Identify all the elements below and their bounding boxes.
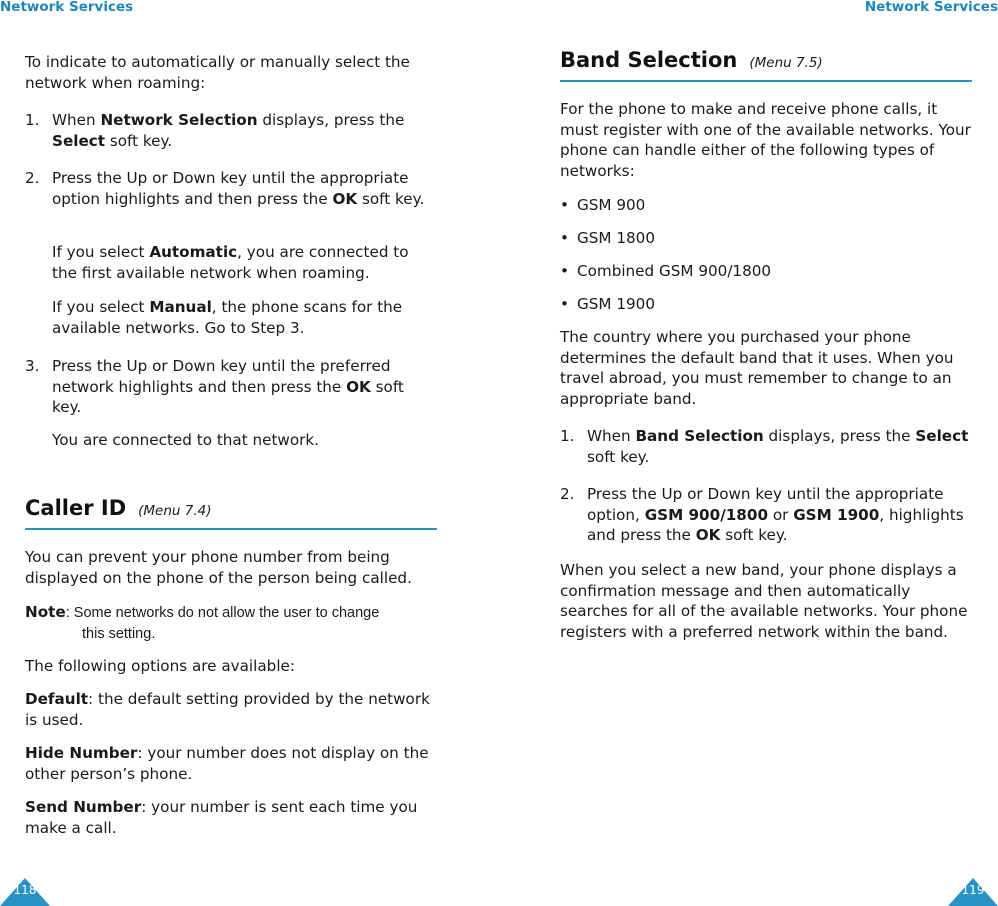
manual-note: If you select Manual, the phone scans for the available networks. Go to Step 3.: [52, 298, 403, 337]
caller-id-heading: Caller ID (Menu 7.4): [25, 498, 437, 530]
running-header-left: Network Services: [0, 0, 134, 15]
running-header-right: Network Services: [864, 0, 998, 15]
option-hide-number: Hide Number: your number does not display on the other person’s phone.: [25, 744, 429, 783]
band-step-2: 2. Press the Up or Down key until the appropriate option, GSM 900/1800 or GSM 1900, highlights and press the OK soft key.: [560, 485, 964, 544]
option-send-number: Send Number: your number is sent each time you make a call.: [25, 798, 418, 837]
left-page: [0, 0, 437, 906]
prevent-paragraph: You can prevent your phone number from being displayed on the phone of the person being called.: [25, 548, 412, 587]
band-step-1: 1. When Band Selection displays, press the Select soft key.: [560, 427, 969, 466]
connected-note: You are connected to that network.: [52, 431, 319, 449]
list-item: • GSM 1900: [560, 295, 655, 313]
intro-paragraph: To indicate to automatically or manually select the network when roaming:: [25, 53, 410, 92]
band-selection-heading: Band Selection (Menu 7.5): [560, 50, 972, 82]
automatic-note: If you select Automatic, you are connected to the first available network when roaming.: [52, 243, 409, 282]
step-2: 2. Press the Up or Down key until the appropriate option highlights and then press the OK soft key.: [25, 169, 425, 208]
country-paragraph: The country where you purchased your phone determines the default band that it uses. When you travel abroad, you must remember to change to an appropriate band.: [560, 328, 954, 408]
step-1: 1. When Network Selection displays, press the Select soft key.: [25, 111, 405, 150]
step-3: 3. Press the Up or Down key until the preferred network highlights and then press the OK soft key.: [25, 357, 404, 416]
note: Note: Some networks do not allow the user to change this setting.: [25, 603, 380, 642]
band-intro: For the phone to make and receive phone calls, it must register with one of the available networks. Your phone can handle either of the following types of networks:: [560, 100, 971, 180]
closing-paragraph: When you select a new band, your phone displays a confirmation message and then automatically searches for all of the available networks. Your phone registers with a preferred network within the band.: [560, 561, 968, 641]
page-number-right: 119: [948, 878, 998, 906]
option-default: Default: the default setting provided by the network is used.: [25, 690, 430, 729]
page-number-left: 118: [0, 878, 50, 906]
bullet-list: [560, 195, 972, 315]
list-item: • Combined GSM 900/1800: [560, 262, 772, 280]
list-item: • GSM 900: [560, 196, 646, 214]
list-item: • GSM 1800: [560, 229, 655, 247]
options-intro: The following options are available:: [25, 657, 296, 675]
